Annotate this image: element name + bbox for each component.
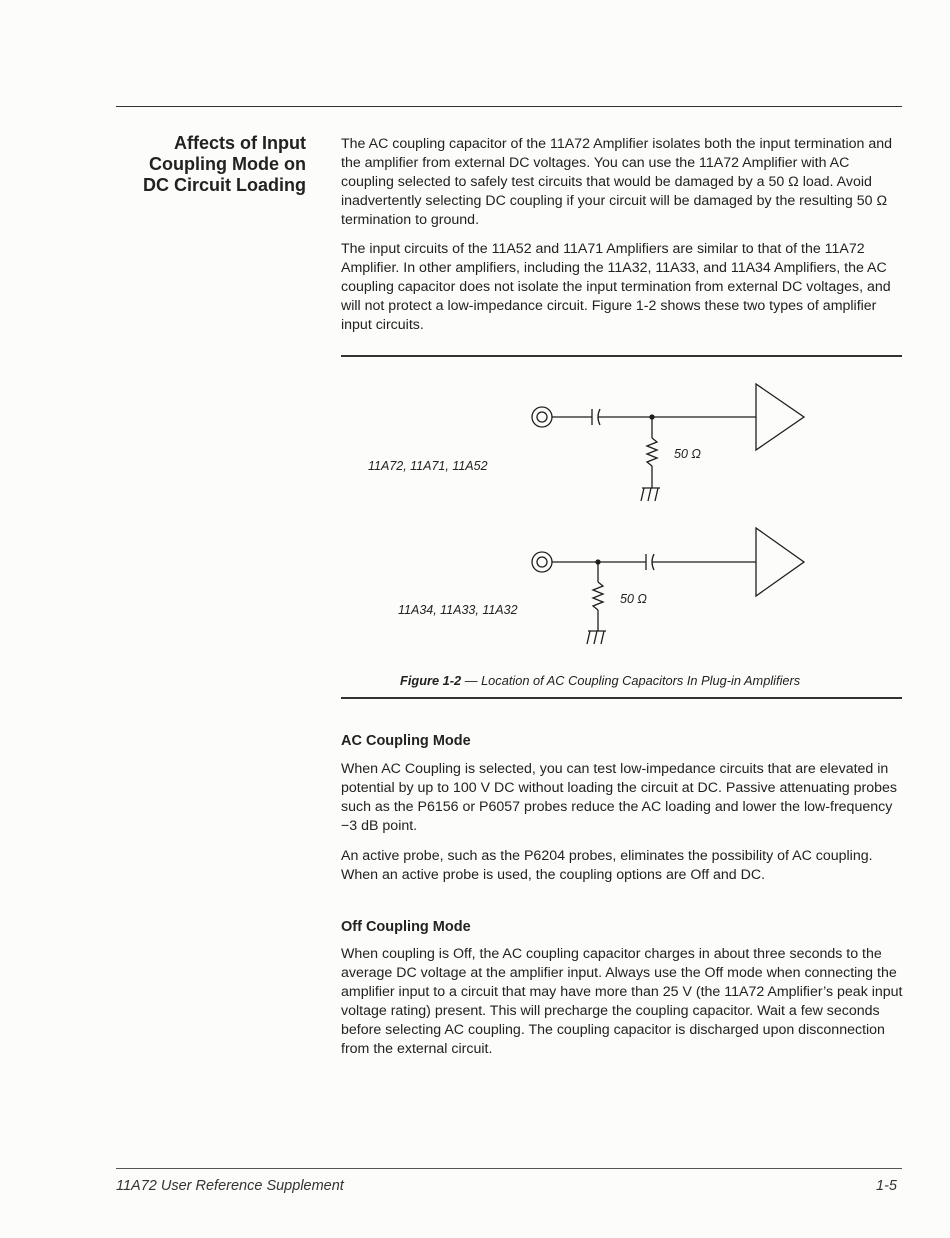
coupling-circuit-diagram <box>520 380 820 650</box>
figure-label-ac-isolated: 11A72, 11A71, 11A52 <box>368 459 488 473</box>
ac-coupling-heading: AC Coupling Mode <box>341 733 471 749</box>
amplifier-icon <box>756 384 804 450</box>
ac-coupling-paragraph-1: When AC Coupling is selected, you can test low-impedance circuits that are elevated in potential by up to 100 V DC without loading the circuit at DC. Passive attenuating probes such as the P6156 or P6057 probes reduce the AC loading and lower the low-frequency −3 dB point. <box>341 761 898 834</box>
ground-icon <box>587 631 606 644</box>
top-rule <box>116 106 902 107</box>
footer-document-title: 11A72 User Reference Supplement <box>116 1178 344 1194</box>
amplifier-icon <box>756 528 804 596</box>
ac-coupling-paragraph-2: An active probe, such as the P6204 probes, eliminates the possibility of AC coupling. When an active probe is used, the coupling options are Off and DC. <box>341 848 873 883</box>
bnc-connector-icon <box>532 407 552 427</box>
resistor-value-bottom: 50 Ω <box>620 592 647 606</box>
footer-page-number: 1-5 <box>876 1178 897 1194</box>
figure-caption-text: — Location of AC Coupling Capacitors In Plug-in Amplifiers <box>461 673 801 688</box>
top-circuit <box>532 384 804 501</box>
off-coupling-heading: Off Coupling Mode <box>341 919 471 935</box>
figure-top-rule <box>341 355 902 357</box>
resistor-icon <box>647 438 657 466</box>
ground-icon <box>641 488 660 501</box>
section-heading-line-1: Affects of Input <box>174 133 306 153</box>
off-coupling-paragraph: When coupling is Off, the AC coupling capacitor charges in about three seconds to the average DC voltage at the amplifier input. Always use the Off mode when connecting the amplifier input to a circuit that may have more than 25 V (the 11A72 Amplifier’s peak input voltage rating) present. This will precharge the coupling capacitor. Wait a few seconds before selecting AC coupling. The coupling capacitor is discharged upon disconnection from the external circuit. <box>341 946 903 1057</box>
section-heading <box>120 133 306 196</box>
footer-rule <box>116 1168 902 1169</box>
figure-label-dc-terminated: 11A34, 11A33, 11A32 <box>398 603 518 617</box>
intro-paragraph-2: The input circuits of the 11A52 and 11A71 Amplifiers are similar to that of the 11A72 Amplifier. In other amplifiers, including the 11A32, 11A33, and 11A34 Amplifiers, the AC coupling capacitor does not isolate the input termination from external DC voltages, and will not protect a low-impedance circuit. Figure 1-2 shows these two types of amplifier input circuits. <box>341 241 891 333</box>
resistor-value-top: 50 Ω <box>674 447 701 461</box>
bnc-connector-icon <box>532 552 552 572</box>
section-heading-line-3: DC Circuit Loading <box>143 175 306 195</box>
figure-caption <box>400 673 800 688</box>
intro-paragraph-1: The AC coupling capacitor of the 11A72 Amplifier isolates both the input termination and the amplifier from external DC voltages. You can use the 11A72 Amplifier with AC coupling selected to safely test circuits that would be damaged by a 50 Ω load. Avoid inadvertently selecting DC coupling if your circuit will be damaged by the resulting 50 Ω termination to ground. <box>341 136 893 228</box>
figure-bottom-rule <box>341 697 902 699</box>
section-heading-line-2: Coupling Mode on <box>149 154 306 174</box>
resistor-icon <box>593 582 603 610</box>
figure-number: Figure 1-2 <box>400 673 462 688</box>
bottom-circuit <box>532 528 804 644</box>
